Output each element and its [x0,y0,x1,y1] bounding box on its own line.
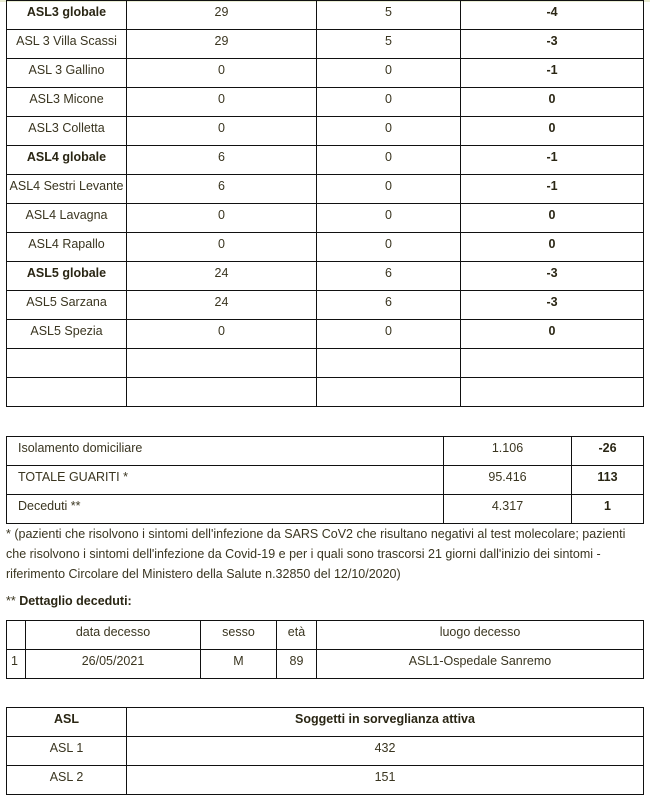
cell-sesso: M [201,650,277,679]
table-row-guariti [7,466,644,495]
cell-asl-name: ASL5 Sarzana [7,291,127,320]
cell-luogo-decesso: ASL1-Ospedale Sanremo [317,650,644,679]
cell-delta: -1 [461,146,644,175]
cell-value-1: 29 [127,1,317,30]
cell-value-2: 0 [317,204,461,233]
surveillance-table [6,707,644,795]
table-row [7,146,644,175]
cell-asl-name: ASL3 globale [7,1,127,30]
totals-delta: 113 [572,466,644,495]
cell-asl-name: ASL 3 Villa Scassi [7,30,127,59]
cell-asl-name: ASL5 globale [7,262,127,291]
totals-delta: -26 [572,437,644,466]
cell-asl-name: ASL 3 Gallino [7,59,127,88]
cell-value-2: 5 [317,1,461,30]
totals-table [6,436,644,524]
table-row-deceduti [7,495,644,524]
cell-value-1 [127,349,317,378]
header-soggetti: Soggetti in sorveglianza attiva [127,708,644,737]
header-luogo-decesso: luogo decesso [317,621,644,650]
cell-value-2: 6 [317,291,461,320]
deaths-detail-table [6,620,644,679]
table-row [7,291,644,320]
cell-value-2: 0 [317,320,461,349]
cell-value-2: 0 [317,59,461,88]
cell-delta [461,349,644,378]
cell-delta: 0 [461,117,644,146]
cell-asl-name: ASL4 globale [7,146,127,175]
cell-value-1 [127,378,317,407]
cell-asl-name [7,349,127,378]
asl-hospital-table [6,0,644,407]
cell-asl-name [7,378,127,407]
cell-value-2: 6 [317,262,461,291]
cell-asl-name: ASL4 Rapallo [7,233,127,262]
cell-data-decesso: 26/05/2021 [26,650,201,679]
header-index [7,621,26,650]
totals-value: 95.416 [444,466,572,495]
cell-value-2 [317,378,461,407]
cell-value-1: 0 [127,59,317,88]
deaths-detail-heading [6,594,132,608]
table-row [7,1,644,30]
cell-asl: ASL 1 [7,737,127,766]
cell-value-1: 0 [127,320,317,349]
cell-delta: -4 [461,1,644,30]
cell-asl-name: ASL4 Lavagna [7,204,127,233]
cell-asl: ASL 2 [7,766,127,795]
totals-label: Isolamento domiciliare [7,437,444,466]
cell-eta: 89 [277,650,317,679]
table-row [7,378,644,407]
cell-asl-name: ASL4 Sestri Levante [7,175,127,204]
table-row [7,737,644,766]
cell-delta [461,378,644,407]
totals-value: 4.317 [444,495,572,524]
asterisks: ** [6,594,20,608]
header-asl: ASL [7,708,127,737]
cell-value-2: 0 [317,233,461,262]
table-row [7,59,644,88]
table-row [7,650,644,679]
cell-asl-name: ASL3 Micone [7,88,127,117]
header-sesso: sesso [201,621,277,650]
cell-delta: -1 [461,59,644,88]
cell-value-2: 5 [317,30,461,59]
cell-value-2: 0 [317,175,461,204]
table-row [7,117,644,146]
table-row [7,30,644,59]
cell-index: 1 [7,650,26,679]
totals-label: Deceduti ** [7,495,444,524]
cell-delta: 0 [461,233,644,262]
cell-value-1: 0 [127,117,317,146]
table-header-row [7,621,644,650]
cell-value-1: 29 [127,30,317,59]
cell-value-1: 0 [127,88,317,117]
cell-soggetti: 151 [127,766,644,795]
cell-value-1: 24 [127,262,317,291]
header-eta: età [277,621,317,650]
table-row [7,262,644,291]
header-data-decesso: data decesso [26,621,201,650]
table-row [7,320,644,349]
cell-value-1: 6 [127,175,317,204]
table-row-isolamento [7,437,644,466]
cell-value-2: 0 [317,88,461,117]
cell-value-2 [317,349,461,378]
table-row [7,233,644,262]
table-row [7,349,644,378]
table-header-row [7,708,644,737]
totals-label: TOTALE GUARITI * [7,466,444,495]
cell-delta: -3 [461,262,644,291]
cell-value-1: 0 [127,233,317,262]
cell-delta: 0 [461,320,644,349]
cell-delta: 0 [461,204,644,233]
cell-value-2: 0 [317,117,461,146]
table-row [7,204,644,233]
cell-delta: -3 [461,30,644,59]
cell-value-1: 24 [127,291,317,320]
cell-delta: -1 [461,175,644,204]
table-row [7,88,644,117]
cell-asl-name: ASL5 Spezia [7,320,127,349]
cell-asl-name: ASL3 Colletta [7,117,127,146]
deaths-detail-title: Dettaglio deceduti: [19,594,132,608]
table-row [7,766,644,795]
totals-delta: 1 [572,495,644,524]
cell-delta: -3 [461,291,644,320]
totals-value: 1.106 [444,437,572,466]
cell-value-1: 0 [127,204,317,233]
footnote-guariti: * (pazienti che risolvono i sintomi dell'infezione da SARS CoV2 che risultano negativi al test molecolare; pazienti che risolvono i sintomi dell'infezione da Covid-19 e per i quali sono trascorsi 21 giorni dall'inizio dei sintomi - riferimento Circolare del Ministero della Salute n.32850 del 12/10/2020) [6,527,626,581]
table-row [7,175,644,204]
cell-value-2: 0 [317,146,461,175]
cell-value-1: 6 [127,146,317,175]
cell-delta: 0 [461,88,644,117]
cell-soggetti: 432 [127,737,644,766]
